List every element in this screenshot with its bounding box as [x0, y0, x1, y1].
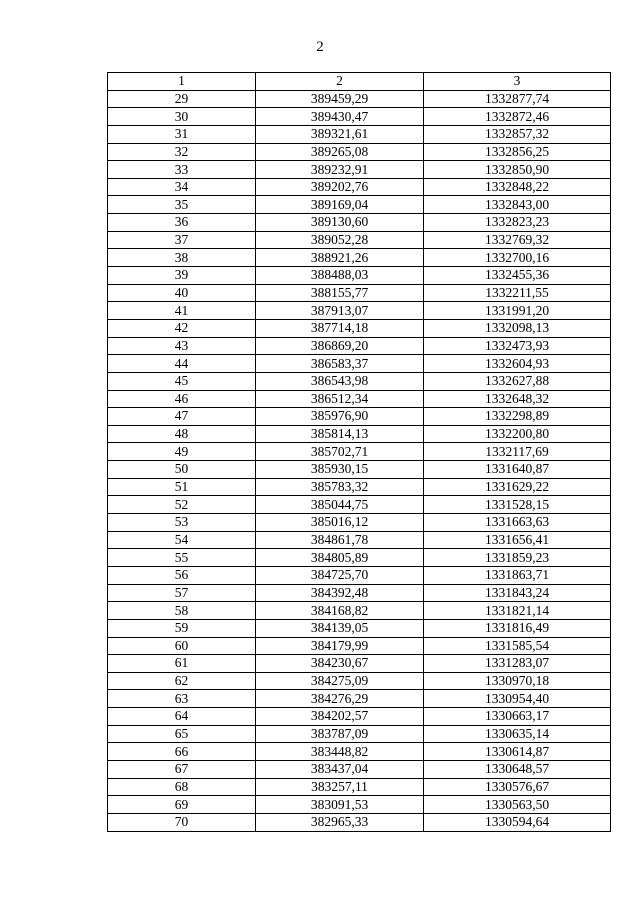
table-row [108, 655, 611, 673]
point-number-cell: 38 [108, 249, 256, 267]
coordinate-y-cell: 1332648,32 [424, 390, 611, 408]
coordinate-y-cell: 1331629,22 [424, 478, 611, 496]
table-row [108, 514, 611, 532]
point-number-cell: 68 [108, 778, 256, 796]
table-row [108, 337, 611, 355]
point-number-cell: 39 [108, 267, 256, 285]
coordinate-y-cell: 1332117,69 [424, 443, 611, 461]
coordinate-y-cell: 1331585,54 [424, 637, 611, 655]
coordinate-x-cell: 384276,29 [256, 690, 424, 708]
point-number-cell: 67 [108, 760, 256, 778]
coordinate-x-cell: 384230,67 [256, 655, 424, 673]
coordinate-y-cell: 1332627,88 [424, 372, 611, 390]
coordinate-y-cell: 1332850,90 [424, 161, 611, 179]
point-number-cell: 59 [108, 619, 256, 637]
point-number-cell: 56 [108, 566, 256, 584]
coordinate-y-cell: 1331528,15 [424, 496, 611, 514]
coordinate-y-cell: 1331283,07 [424, 655, 611, 673]
coordinate-x-cell: 386583,37 [256, 355, 424, 373]
coordinate-y-cell: 1330954,40 [424, 690, 611, 708]
table-row [108, 778, 611, 796]
coordinate-y-cell: 1330663,17 [424, 708, 611, 726]
coordinate-x-cell: 383448,82 [256, 743, 424, 761]
coordinate-x-cell: 385783,32 [256, 478, 424, 496]
coordinate-x-cell: 383091,53 [256, 796, 424, 814]
table-row [108, 90, 611, 108]
coordinate-x-cell: 388921,26 [256, 249, 424, 267]
coordinate-x-cell: 386869,20 [256, 337, 424, 355]
point-number-cell: 66 [108, 743, 256, 761]
table-row [108, 566, 611, 584]
table-row [108, 143, 611, 161]
table-row [108, 619, 611, 637]
point-number-cell: 49 [108, 443, 256, 461]
table-row [108, 302, 611, 320]
table-row [108, 496, 611, 514]
table-row [108, 443, 611, 461]
table-body [108, 73, 611, 832]
point-number-cell: 52 [108, 496, 256, 514]
point-number-cell: 60 [108, 637, 256, 655]
coordinate-x-cell: 385016,12 [256, 514, 424, 532]
table-row [108, 231, 611, 249]
coordinate-y-cell: 1332857,32 [424, 125, 611, 143]
coordinate-x-cell: 389265,08 [256, 143, 424, 161]
table-row [108, 319, 611, 337]
point-number-cell: 51 [108, 478, 256, 496]
coordinate-x-cell: 384202,57 [256, 708, 424, 726]
table-row [108, 161, 611, 179]
coordinate-x-cell: 386512,34 [256, 390, 424, 408]
table-row [108, 602, 611, 620]
point-number-cell: 42 [108, 319, 256, 337]
table-row [108, 214, 611, 232]
table-row [108, 408, 611, 426]
point-number-cell: 40 [108, 284, 256, 302]
point-number-cell: 37 [108, 231, 256, 249]
coordinate-x-cell: 384861,78 [256, 531, 424, 549]
coordinate-x-cell: 386543,98 [256, 372, 424, 390]
coordinate-y-cell: 1332298,89 [424, 408, 611, 426]
point-number-cell: 65 [108, 725, 256, 743]
coordinate-x-cell: 384392,48 [256, 584, 424, 602]
coordinate-y-cell: 1332700,16 [424, 249, 611, 267]
coordinate-y-cell: 1331859,23 [424, 549, 611, 567]
coordinate-y-cell: 1331816,49 [424, 619, 611, 637]
point-number-cell: 57 [108, 584, 256, 602]
coordinate-y-cell: 1330648,57 [424, 760, 611, 778]
point-number-cell: 33 [108, 161, 256, 179]
coordinate-x-cell: 389130,60 [256, 214, 424, 232]
coordinate-y-cell: 1331991,20 [424, 302, 611, 320]
coordinate-y-cell: 1331640,87 [424, 461, 611, 479]
table-row [108, 267, 611, 285]
point-number-cell: 45 [108, 372, 256, 390]
table-row [108, 249, 611, 267]
coordinate-x-cell: 384179,99 [256, 637, 424, 655]
coordinate-y-cell: 1331663,63 [424, 514, 611, 532]
table-row [108, 637, 611, 655]
coordinate-y-cell: 1332211,55 [424, 284, 611, 302]
point-number-cell: 61 [108, 655, 256, 673]
coordinate-y-cell: 1330614,87 [424, 743, 611, 761]
coordinate-x-cell: 384805,89 [256, 549, 424, 567]
point-number-cell: 30 [108, 108, 256, 126]
coordinate-x-cell: 385044,75 [256, 496, 424, 514]
coordinate-x-cell: 389232,91 [256, 161, 424, 179]
coordinates-table [107, 72, 611, 832]
coordinate-x-cell: 389459,29 [256, 90, 424, 108]
coordinate-x-cell: 388155,77 [256, 284, 424, 302]
point-number-cell: 48 [108, 425, 256, 443]
table-row [108, 690, 611, 708]
point-number-cell: 69 [108, 796, 256, 814]
point-number-cell: 62 [108, 672, 256, 690]
point-number-cell: 54 [108, 531, 256, 549]
table-row [108, 372, 611, 390]
coordinate-y-cell: 1330635,14 [424, 725, 611, 743]
coordinate-y-cell: 1331821,14 [424, 602, 611, 620]
table-row [108, 549, 611, 567]
point-number-cell: 35 [108, 196, 256, 214]
table-row [108, 813, 611, 831]
coordinate-x-cell: 387714,18 [256, 319, 424, 337]
coordinate-y-cell: 1331656,41 [424, 531, 611, 549]
coordinate-y-cell: 1330576,67 [424, 778, 611, 796]
table-row [108, 284, 611, 302]
table-row [108, 461, 611, 479]
table-row [108, 708, 611, 726]
table-row [108, 425, 611, 443]
table-row [108, 178, 611, 196]
coordinate-x-cell: 385702,71 [256, 443, 424, 461]
coordinate-y-cell: 1332872,46 [424, 108, 611, 126]
point-number-cell: 43 [108, 337, 256, 355]
coordinate-y-cell: 1330563,50 [424, 796, 611, 814]
coordinate-y-cell: 1332843,00 [424, 196, 611, 214]
coordinate-x-cell: 385814,13 [256, 425, 424, 443]
point-number-cell: 34 [108, 178, 256, 196]
coordinate-y-cell: 1332098,13 [424, 319, 611, 337]
page-number: 2 [316, 39, 324, 55]
coordinate-x-cell: 388488,03 [256, 267, 424, 285]
coordinate-x-cell: 384725,70 [256, 566, 424, 584]
coordinate-y-cell: 1330970,18 [424, 672, 611, 690]
table-row [108, 672, 611, 690]
coordinate-y-cell: 1332848,22 [424, 178, 611, 196]
column-header-3: 3 [424, 73, 611, 91]
point-number-cell: 47 [108, 408, 256, 426]
column-header-1: 1 [108, 73, 256, 91]
coordinate-x-cell: 384168,82 [256, 602, 424, 620]
coordinate-x-cell: 384275,09 [256, 672, 424, 690]
point-number-cell: 41 [108, 302, 256, 320]
table-row [108, 478, 611, 496]
coordinate-x-cell: 385930,15 [256, 461, 424, 479]
coordinate-y-cell: 1332200,80 [424, 425, 611, 443]
point-number-cell: 53 [108, 514, 256, 532]
coordinate-y-cell: 1332823,23 [424, 214, 611, 232]
table-row [108, 796, 611, 814]
point-number-cell: 63 [108, 690, 256, 708]
table-row [108, 390, 611, 408]
table-row [108, 725, 611, 743]
coordinate-x-cell: 383437,04 [256, 760, 424, 778]
coordinate-y-cell: 1332604,93 [424, 355, 611, 373]
coordinate-x-cell: 389169,04 [256, 196, 424, 214]
coordinate-x-cell: 385976,90 [256, 408, 424, 426]
point-number-cell: 36 [108, 214, 256, 232]
point-number-cell: 31 [108, 125, 256, 143]
point-number-cell: 50 [108, 461, 256, 479]
coordinate-y-cell: 1331843,24 [424, 584, 611, 602]
point-number-cell: 58 [108, 602, 256, 620]
point-number-cell: 44 [108, 355, 256, 373]
table-row [108, 760, 611, 778]
table-row [108, 743, 611, 761]
point-number-cell: 55 [108, 549, 256, 567]
table-row [108, 196, 611, 214]
coordinate-y-cell: 1331863,71 [424, 566, 611, 584]
coordinate-x-cell: 389052,28 [256, 231, 424, 249]
coordinate-y-cell: 1332473,93 [424, 337, 611, 355]
point-number-cell: 29 [108, 90, 256, 108]
table-row [108, 125, 611, 143]
table-row [108, 108, 611, 126]
coordinate-y-cell: 1332455,36 [424, 267, 611, 285]
coordinate-y-cell: 1332856,25 [424, 143, 611, 161]
table-row [108, 584, 611, 602]
table-row [108, 531, 611, 549]
coordinate-y-cell: 1332877,74 [424, 90, 611, 108]
table-row [108, 355, 611, 373]
point-number-cell: 70 [108, 813, 256, 831]
point-number-cell: 32 [108, 143, 256, 161]
coordinate-x-cell: 389202,76 [256, 178, 424, 196]
coordinate-x-cell: 384139,05 [256, 619, 424, 637]
coordinate-x-cell: 387913,07 [256, 302, 424, 320]
column-header-2: 2 [256, 73, 424, 91]
coordinate-y-cell: 1332769,32 [424, 231, 611, 249]
coordinate-x-cell: 383787,09 [256, 725, 424, 743]
coordinate-x-cell: 389430,47 [256, 108, 424, 126]
table-header-row [108, 73, 611, 91]
coordinate-x-cell: 382965,33 [256, 813, 424, 831]
coordinate-x-cell: 389321,61 [256, 125, 424, 143]
point-number-cell: 64 [108, 708, 256, 726]
point-number-cell: 46 [108, 390, 256, 408]
coordinate-y-cell: 1330594,64 [424, 813, 611, 831]
coordinate-x-cell: 383257,11 [256, 778, 424, 796]
